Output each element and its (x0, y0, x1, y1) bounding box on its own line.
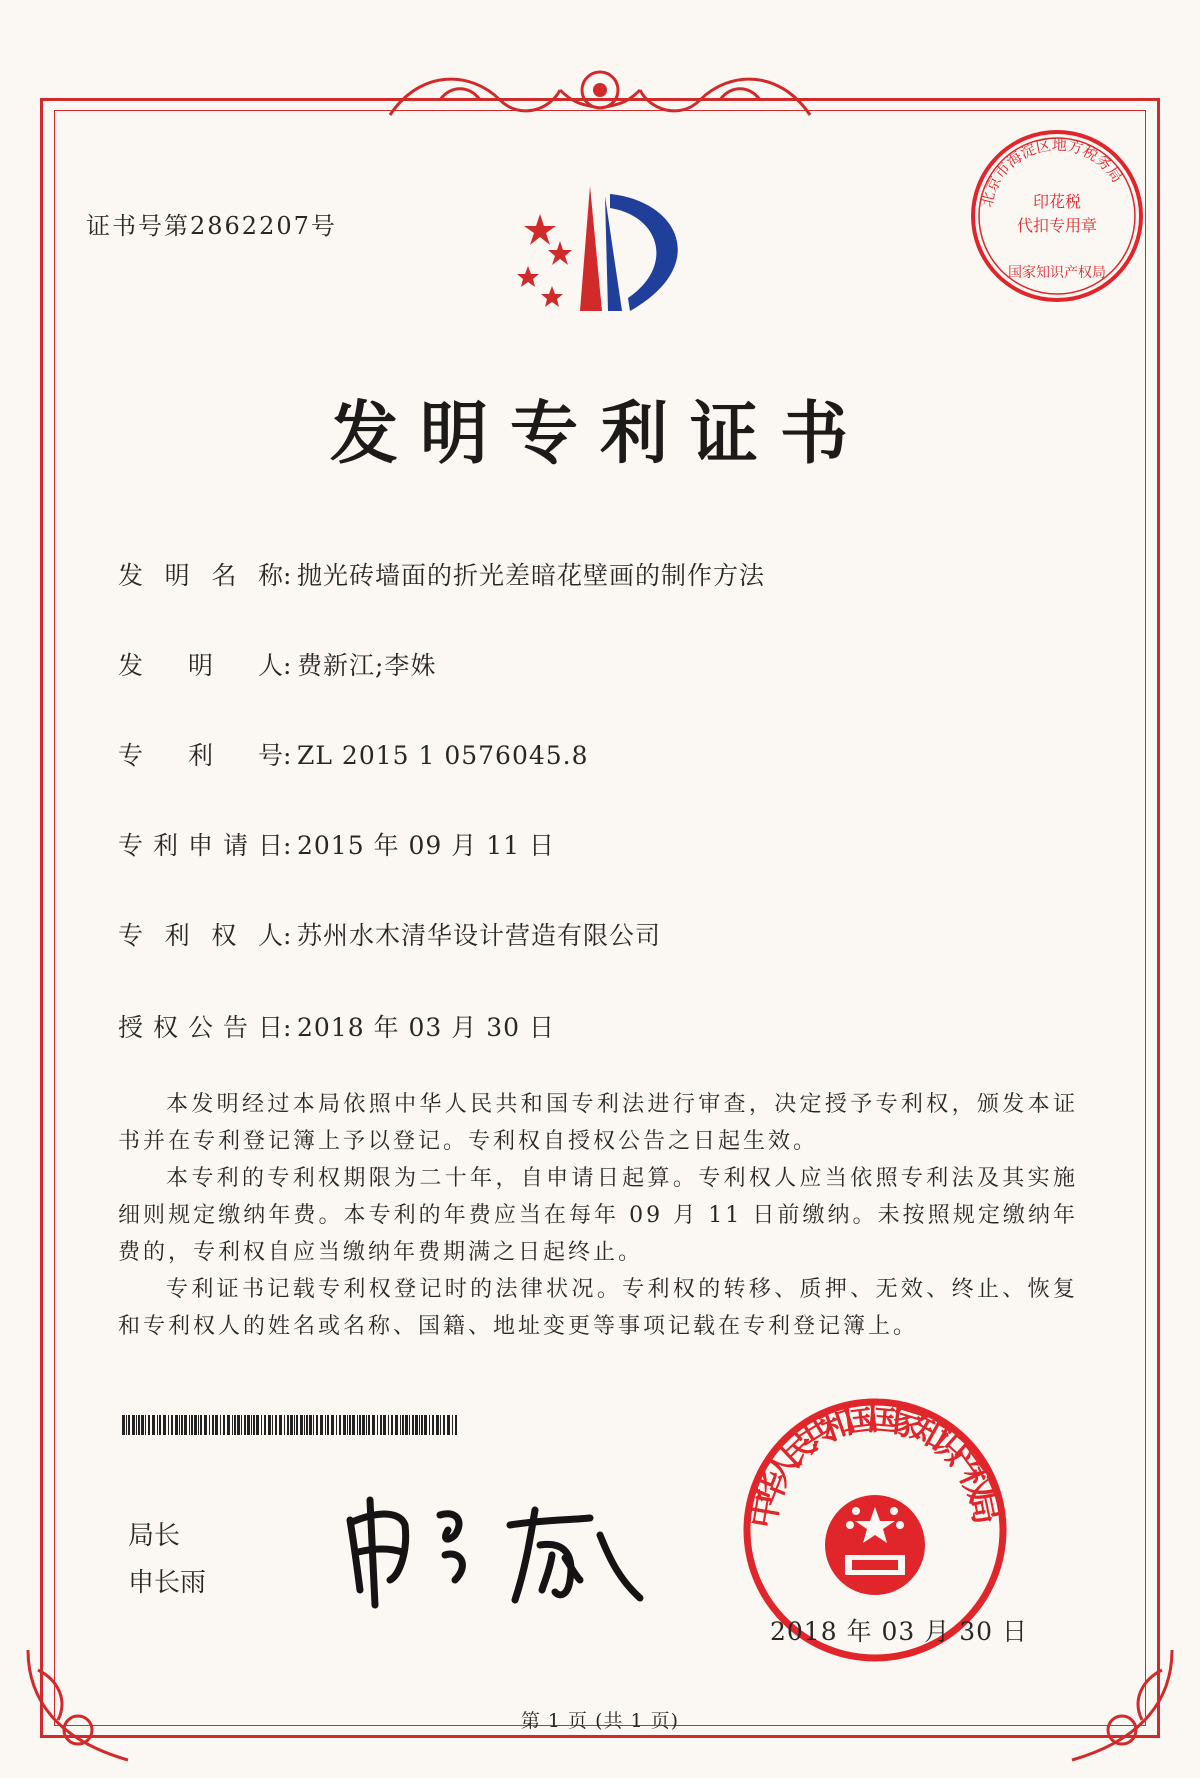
barcode-bar (359, 1415, 361, 1435)
barcode-bar (349, 1415, 351, 1435)
barcode-bar (200, 1415, 202, 1435)
barcode-bar (136, 1415, 137, 1435)
barcode-bar (284, 1415, 285, 1435)
svg-text:代扣专用章: 代扣专用章 (1016, 216, 1098, 235)
field-value: 2015 年 09 月 11 日 (297, 831, 555, 860)
field-grant-date: 授 权 公 告 日 : 2018 年 03 月 30 日 (118, 1008, 555, 1044)
barcode-bar (256, 1415, 259, 1435)
barcode-bar (357, 1415, 358, 1435)
svg-text:北京市海淀区地方税务局: 北京市海淀区地方税务局 (977, 135, 1127, 209)
barcode-bar (412, 1415, 414, 1435)
field-value: ZL 2015 1 0576045.8 (297, 741, 589, 770)
field-label: 专 利 号 (118, 741, 283, 770)
barcode-bar (347, 1415, 348, 1435)
barcode-bar (209, 1415, 210, 1435)
field-value: 苏州水木清华设计营造有限公司 (297, 921, 662, 950)
barcode-bar (377, 1415, 378, 1435)
field-application-date: 专 利 申 请 日 : 2015 年 09 月 11 日 (118, 826, 555, 862)
field-patent-number: 专 利 号 : ZL 2015 1 0576045.8 (118, 736, 589, 772)
barcode-bar (191, 1415, 193, 1435)
barcode-bar (343, 1415, 346, 1435)
barcode-bar (275, 1415, 277, 1435)
barcode-bar (237, 1415, 240, 1435)
barcode-bar (179, 1415, 180, 1435)
barcode-bar (168, 1415, 169, 1435)
svg-text:印花税: 印花税 (1032, 192, 1082, 211)
barcode-bar (220, 1415, 221, 1435)
barcode-bar (181, 1415, 183, 1435)
barcode-bar (148, 1415, 150, 1435)
barcode-bar (268, 1415, 271, 1435)
barcode-bar (159, 1415, 161, 1435)
barcode-bar (440, 1415, 441, 1435)
barcode-bar (141, 1415, 144, 1435)
top-ornament (380, 60, 820, 130)
barcode-bar (419, 1415, 420, 1435)
barcode-bar (388, 1415, 389, 1435)
barcode-bar (128, 1415, 130, 1435)
barcode-bar (287, 1415, 289, 1435)
svg-text:国家知识产权局: 国家知识产权局 (1008, 265, 1106, 281)
page-title: 发明专利证书 (329, 395, 870, 474)
barcode-bar (336, 1415, 337, 1435)
barcode-bar (264, 1415, 266, 1435)
barcode-bar (339, 1415, 341, 1435)
page-number: 第 1 页 (共 1 页) (520, 1710, 680, 1732)
barcode-bar (163, 1415, 166, 1435)
barcode-bar (362, 1415, 365, 1435)
barcode-bar (157, 1415, 158, 1435)
body-text (118, 1086, 1078, 1345)
barcode-bar (366, 1415, 367, 1435)
barcode-bar (304, 1415, 305, 1435)
barcode-bar (443, 1415, 445, 1435)
barcode-bar (372, 1415, 375, 1435)
barcode-bar (316, 1415, 318, 1435)
barcode (122, 1415, 462, 1435)
barcode-bar (325, 1415, 326, 1435)
barcode-bar (132, 1415, 135, 1435)
barcode-bar (253, 1415, 255, 1435)
barcode-bar (189, 1415, 190, 1435)
barcode-bar (309, 1415, 312, 1435)
barcode-bar (279, 1415, 282, 1435)
barcode-bar (429, 1415, 430, 1435)
barcode-bar (204, 1415, 207, 1435)
barcode-bar (223, 1415, 225, 1435)
barcode-bar (138, 1415, 140, 1435)
barcode-bar (294, 1415, 295, 1435)
field-label: 专 利 申 请 日 (118, 831, 283, 860)
barcode-bar (175, 1415, 178, 1435)
barcode-bar (320, 1415, 323, 1435)
field-patentee: 专 利 权 人 : 苏州水木清华设计营造有限公司 (118, 916, 661, 952)
barcode-bar (383, 1415, 386, 1435)
barcode-bar (184, 1415, 187, 1435)
barcode-bar (296, 1415, 298, 1435)
barcode-bar (145, 1415, 146, 1435)
svg-text:中华人民共和国国家知识产权局: 中华人民共和国国家知识产权局 (743, 1397, 1007, 1532)
barcode-bar (126, 1415, 127, 1435)
barcode-bar (352, 1415, 355, 1435)
barcode-bar (290, 1415, 293, 1435)
barcode-bar (447, 1415, 450, 1435)
field-value: 费新江;李姝 (297, 651, 437, 680)
barcode-bar (272, 1415, 273, 1435)
barcode-bar (247, 1415, 250, 1435)
barcode-bar (368, 1415, 370, 1435)
barcode-bar (421, 1415, 423, 1435)
field-label: 授 权 公 告 日 (118, 1013, 283, 1042)
barcode-bar (327, 1415, 329, 1435)
barcode-bar (405, 1415, 408, 1435)
patent-office-logo (510, 186, 710, 346)
field-label: 专 利 权 人 (118, 921, 283, 950)
barcode-bar (452, 1415, 453, 1435)
barcode-bar (331, 1415, 334, 1435)
paragraph: 本发明经过本局依照中华人民共和国专利法进行审查，决定授予专利权，颁发本证书并在专利登记簿上予以登记。专利权自授权公告之日起生效。 (118, 1092, 1078, 1154)
barcode-bar (432, 1415, 434, 1435)
tax-stamp-seal (968, 127, 1146, 305)
barcode-bar (152, 1415, 155, 1435)
barcode-bar (409, 1415, 410, 1435)
paragraph: 本专利的专利权期限为二十年，自申请日起算。专利权人应当依照专利法及其实施细则规定缴纳年费。本专利的年费应当在每年 09 月 11 日前缴纳。未按照规定缴纳年费的，专利权自应当缴纳年费期满之日起终止。 (118, 1166, 1078, 1265)
barcode-bar (212, 1415, 214, 1435)
barcode-bar (455, 1415, 457, 1435)
barcode-bar (171, 1415, 173, 1435)
handwritten-signature (330, 1480, 650, 1610)
corner-ornament-bottom-right (1052, 1640, 1182, 1770)
barcode-bar (261, 1415, 262, 1435)
field-label: 发 明 人 (118, 651, 283, 680)
barcode-bar (436, 1415, 439, 1435)
barcode-bar (122, 1415, 125, 1435)
barcode-bar (391, 1415, 393, 1435)
barcode-bar (215, 1415, 218, 1435)
corner-ornament-bottom-left (18, 1640, 148, 1770)
barcode-bar (244, 1415, 246, 1435)
paragraph: 专利证书记载专利权登记时的法律状况。专利权的转移、质押、无效、终止、恢复和专利权人的姓名或名称、国籍、地址变更等事项记载在专利登记簿上。 (118, 1277, 1078, 1339)
star-icon (517, 214, 572, 307)
barcode-bar (415, 1415, 418, 1435)
barcode-bar (234, 1415, 236, 1435)
barcode-bar (306, 1415, 308, 1435)
barcode-bar (300, 1415, 303, 1435)
seal-date: 2018 年 03 月 30 日 (770, 1617, 1028, 1646)
barcode-bar (400, 1415, 401, 1435)
barcode-bar (251, 1415, 252, 1435)
director-name: 申长雨 (128, 1568, 207, 1598)
field-invention-name: 发 明 名 称 : 抛光砖墙面的折光差暗花壁画的制作方法 (118, 556, 765, 592)
barcode-bar (194, 1415, 197, 1435)
field-label: 发 明 名 称 (118, 561, 283, 590)
barcode-bar (395, 1415, 398, 1435)
certificate-number: 证书号第2862207号 (86, 212, 337, 240)
field-inventors: 发 明 人 : 费新江;李姝 (118, 646, 436, 682)
barcode-bar (424, 1415, 427, 1435)
barcode-bar (227, 1415, 230, 1435)
field-value: 2018 年 03 月 30 日 (297, 1013, 555, 1042)
barcode-bar (198, 1415, 199, 1435)
barcode-bar (313, 1415, 314, 1435)
field-value: 抛光砖墙面的折光差暗花壁画的制作方法 (297, 561, 766, 590)
barcode-bar (380, 1415, 382, 1435)
barcode-bar (241, 1415, 242, 1435)
barcode-bar (402, 1415, 404, 1435)
director-title: 局长 (128, 1521, 181, 1551)
barcode-bar (232, 1415, 233, 1435)
